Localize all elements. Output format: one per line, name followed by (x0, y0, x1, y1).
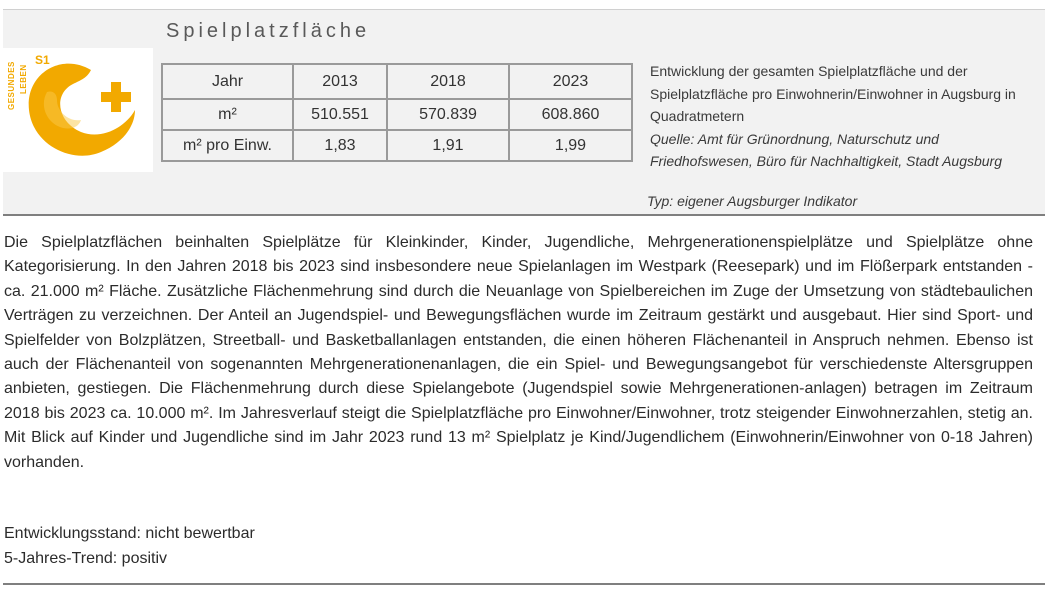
table-header-cell: 2013 (293, 64, 387, 99)
footer-divider (3, 583, 1045, 585)
logo-text-leben: LEBEN (19, 64, 28, 94)
table-cell: m² pro Einw. (162, 130, 293, 161)
logo-text-gesundes: GESUNDES (7, 61, 16, 110)
table-row (162, 130, 632, 161)
logo-code: S1 (35, 53, 50, 67)
table-header-cell: Jahr (162, 64, 293, 99)
data-table (161, 63, 633, 162)
table-cell: 1,91 (387, 130, 509, 161)
indicator-description (650, 60, 1042, 173)
table-header-cell: 2018 (387, 64, 509, 99)
table-cell: 1,99 (509, 130, 632, 161)
status-block (4, 522, 255, 571)
logo (3, 48, 153, 172)
table-header-cell: 2023 (509, 64, 632, 99)
table-row (162, 99, 632, 130)
table-cell: 510.551 (293, 99, 387, 130)
table-cell: 1,83 (293, 130, 387, 161)
description-type: Typ: eigener Augsburger Indikator (647, 193, 858, 209)
page-title: Spielplatzfläche (166, 20, 371, 42)
table-cell: 608.860 (509, 99, 632, 130)
table-header-row (162, 64, 632, 99)
body-paragraph: Die Spielplatzflächen beinhalten Spielplätze für Kleinkinder, Kinder, Jugendliche, Mehrgenerationenspielplätze und Spielplätze ohne Kategorisierung. In den Jahren 2018 bis 2023 sind insbesondere neue Spielanlagen im Westpark (Reesepark) und im Flößerpark entstanden - ca. 21.000 m² Fläche. Zusätzliche Flächenmehrung sind durch die Neuanlage von Spielbereichen im Zuge der Umsetzung von städtebaulichen Verträgen zu verzeichnen. Der Anteil an Jugendspiel- und Bewegungsflächen wurde im Zeitraum gestärkt und ausgebaut. Hier sind Sport- und Spielfelder von Bolzplätzen, Streetball- und Basketballanlagen entstanden, die einen höheren Flächenanteil in Anspruch nehmen. Ebenso ist auch der Flächenanteil von sogenannten Mehrgenerationenanlagen, die ein Spiel- und Bewegungsangebot für verschiedenste Altersgruppen anbieten, gestiegen. Die Flächenmehrung durch diese Spielangebote (Jugendspiel sowie Mehrgenerationen-anlagen) betragen im Zeitraum 2018 bis 2023 ca. 10.000 m². Im Jahresverlauf steigt die Spielplatzfläche pro Einwohner/Einwohner, trotz steigender Einwohnerzahlen, stetig an. Mit Blick auf Kinder und Jugendliche sind im Jahr 2023 rund 13 m² Spielplatz je Kind/Jugendlichem (Einwohnerin/Einwohner von 0-18 Jahren) vorhanden. (4, 234, 1033, 471)
trend-status: 5-Jahres-Trend: positiv (4, 549, 168, 567)
header-divider (3, 214, 1045, 216)
development-status: Entwicklungsstand: nicht bewertbar (4, 525, 255, 542)
table-cell: m² (162, 99, 293, 130)
description-text: Entwicklung der gesamten Spielplatzfläche und der Spielplatzfläche pro Einwohnerin/Einwohner in Augsburg in Quadratmetern (650, 63, 1016, 124)
table-cell: 570.839 (387, 99, 509, 130)
description-source: Quelle: Amt für Grünordnung, Naturschutz und Friedhofswesen, Büro für Nachhaltigkeit, Stadt Augsburg (650, 130, 1003, 169)
